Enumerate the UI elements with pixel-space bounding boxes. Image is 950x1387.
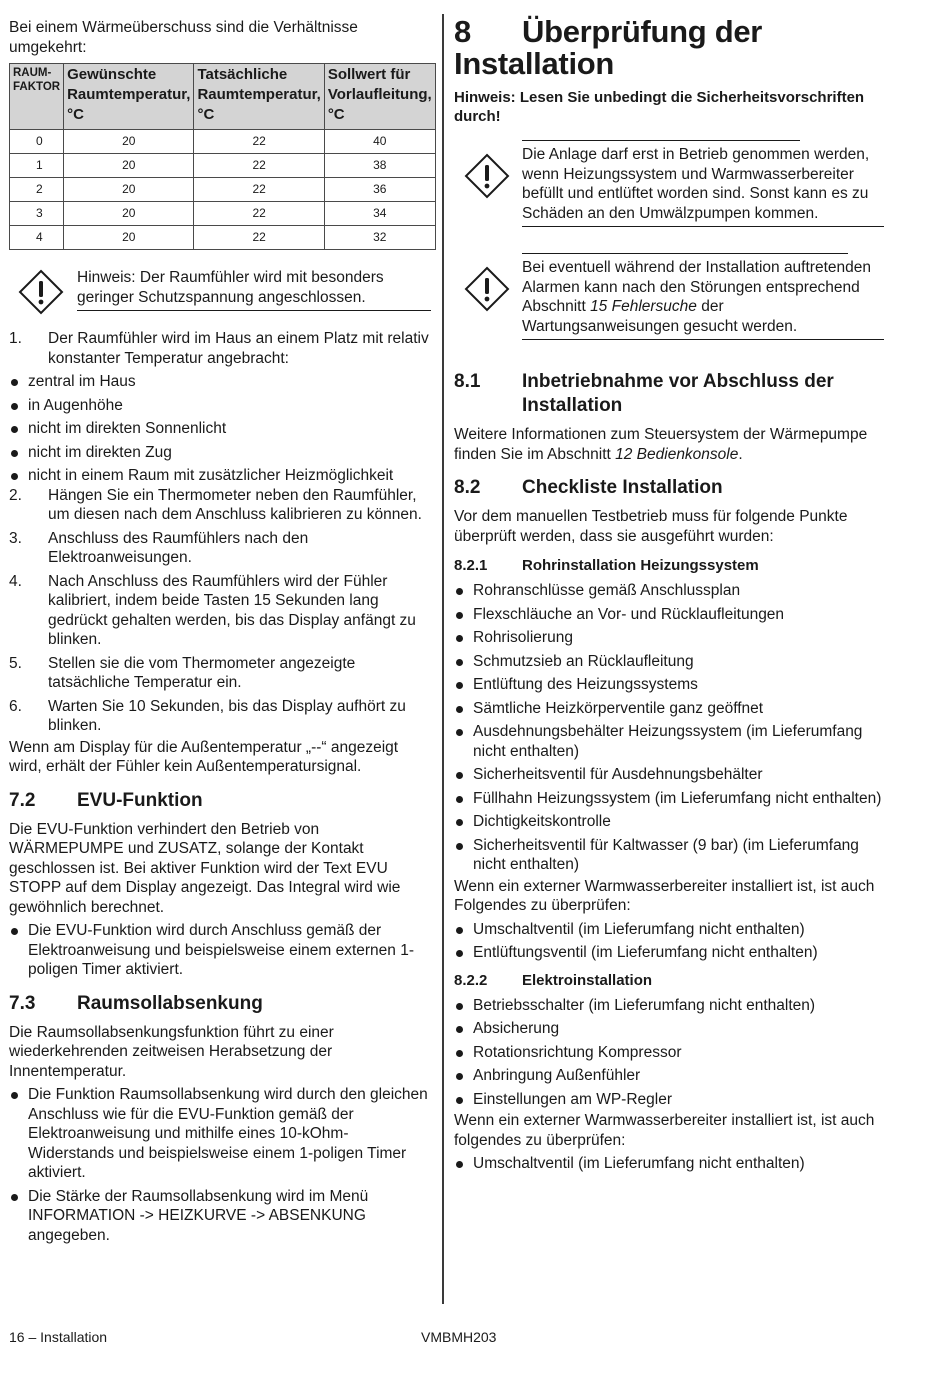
table-cell: 22 [194, 226, 324, 250]
step-text: Nach Anschluss des Raumfühlers wird der Fühler kalibriert, indem beide Tasten 15 Sekunden lang gedrückt gehalten werden, bis das Display anfängt zu blinken. [48, 572, 416, 648]
table-cell: 20 [64, 178, 194, 202]
note-rule [522, 253, 848, 254]
table-cell: 22 [194, 178, 324, 202]
paragraph: Die Raumsollabsenkungsfunktion führt zu einer wiederkehrenden zeitweisen Herabsetzung der Innentemperatur. [9, 1023, 334, 1080]
table-cell: 3 [10, 202, 64, 226]
section-number: 8.2 [454, 477, 481, 498]
list-item: Die Funktion Raumsollabsenkung wird durch den gleichen Anschluss wie für die EVU-Funktion gemäß der Elektroanweisung und mithilfe eines 10-kOhm-Widerstands und beispielsweise einem 1-poligen Timer aktiviert. [9, 1085, 431, 1183]
electrical-checklist [454, 996, 884, 1110]
table-cell: 20 [64, 226, 194, 250]
room-factor-table [9, 63, 436, 250]
section-number: 8.2.2 [454, 971, 488, 989]
step-item [9, 329, 431, 368]
list-item: Schmutzsieb an Rücklaufleitung [454, 652, 884, 672]
list-item: in Augenhöhe [9, 396, 431, 416]
note-text-part: Bei eventuell während der Installation auftretenden Alarmen kann nach den Störungen entsprechend Abschnitt [522, 259, 871, 315]
list-item: Umschaltventil (im Lieferumfang nicht enthalten) [454, 1154, 884, 1174]
paragraph [454, 425, 884, 464]
paragraph: Wenn am Display für die Außentemperatur „--“ angezeigt wird, erhält der Fühler kein Außentemperatursignal. [9, 738, 399, 775]
section-number: 7.3 [9, 992, 36, 1014]
note-text-part: der Wartungsanweisungen gesucht werden. [522, 298, 798, 335]
step-item [9, 572, 431, 650]
list-item: Umschaltventil (im Lieferumfang nicht enthalten) [454, 920, 884, 940]
table-row [10, 178, 436, 202]
table-cell: 20 [64, 202, 194, 226]
step-item [9, 654, 431, 693]
table-row [10, 154, 436, 178]
table-cell: 0 [10, 130, 64, 154]
placement-bullets [9, 372, 431, 486]
step-number: 4. [9, 572, 22, 590]
table-cell: 32 [324, 226, 435, 250]
list-item: Einstellungen am WP-Regler [454, 1090, 884, 1110]
paragraph: Wenn ein externer Warmwasserbereiter installiert ist, ist auch Folgendes zu überprüfen: [454, 877, 875, 914]
note-text: Hinweis: Der Raumfühler wird mit besonders geringer Schutzspannung angeschlossen. [77, 268, 431, 311]
section-heading-8-2-2 [454, 971, 884, 991]
step-text: Warten Sie 10 Sekunden, bis das Display aufhört zu blinken. [48, 697, 406, 734]
table-row [10, 226, 436, 250]
warning-icon [17, 268, 65, 316]
list-item: Entlüftungsventil (im Lieferumfang nicht enthalten) [454, 943, 884, 963]
step-item [9, 486, 431, 525]
commissioning-note [454, 140, 884, 227]
list-item: Die Stärke der Raumsollabsenkung wird im Menü INFORMATION -> HEIZKURVE -> ABSENKUNG angegeben. [9, 1187, 431, 1246]
paragraph: Die EVU-Funktion verhindert den Betrieb von WÄRMEPUMPE und ZUSATZ, solange der Kontakt geschlossen ist. Bei aktiver Funktion wird der Text EVU STOPP auf dem Display angezeigt. Das Integral wird wie gewöhnlich berechnet. [9, 820, 401, 916]
section-number: 8.1 [454, 371, 481, 392]
section-title: EVU-Funktion [77, 789, 203, 811]
list-item: zentral im Haus [9, 372, 431, 392]
list-item: Flexschläuche an Vor- und Rücklaufleitungen [454, 605, 884, 625]
right-column [454, 14, 884, 1178]
list-item: Sicherheitsventil für Kaltwasser (9 bar) (im Lieferumfang nicht enthalten) [454, 836, 884, 875]
table-cell: 22 [194, 154, 324, 178]
list-item: Ausdehnungsbehälter Heizungssystem (im Lieferumfang nicht enthalten) [454, 722, 884, 761]
chapter-title: Überprüfung der Installation [454, 14, 763, 81]
list-item: Dichtigkeitskontrolle [454, 812, 884, 832]
intro-text: Bei einem Wärmeüberschuss sind die Verhältnisse umgekehrt: [9, 19, 358, 56]
alarm-note [454, 253, 884, 340]
section-heading-8-1 [454, 370, 884, 418]
table-header: Gewünschte Raumtemperatur, °C [64, 64, 194, 130]
sensor-voltage-note [9, 268, 431, 311]
paragraph-part: Weitere Informationen zum Steuersystem der Wärmepumpe finden Sie im Abschnitt [454, 426, 868, 463]
paragraph: Wenn ein externer Warmwasserbereiter installiert ist, ist auch folgendes zu überprüfen: [454, 1112, 875, 1149]
footer-document-code: VMBMH203 [421, 1329, 497, 1345]
paragraph-part: . [738, 445, 743, 463]
safety-warning: Hinweis: Lesen Sie unbedingt die Sicherheitsvorschriften durch! [454, 89, 865, 125]
table-cell: 4 [10, 226, 64, 250]
list-item: Sämtliche Heizkörperventile ganz geöffnet [454, 699, 884, 719]
section-reference: 12 Bedienkonsole [615, 445, 739, 463]
section-title: Checkliste Installation [522, 477, 723, 498]
table-header: Tatsächliche Raumtemperatur, °C [194, 64, 324, 130]
section-reference: 15 Fehlersuche [590, 298, 697, 315]
step-item [9, 529, 431, 568]
chapter-number: 8 [454, 14, 471, 49]
step-text: Anschluss des Raumfühlers nach den Elektroanweisungen. [48, 529, 309, 566]
section-heading-7-3 [9, 992, 431, 1016]
table-header: RAUM-FAKTOR [10, 64, 64, 130]
list-item: Sicherheitsventil für Ausdehnungsbehälter [454, 765, 884, 785]
section-title: Rohrinstallation Heizungssystem [522, 557, 759, 574]
table-row [10, 130, 436, 154]
table-cell: 22 [194, 202, 324, 226]
section-number: 7.2 [9, 789, 36, 811]
section-title: Elektroinstallation [522, 971, 653, 989]
step-text: Hängen Sie ein Thermometer neben den Raumfühler, um diesen nach dem Anschluss kalibrieren zu können. [48, 486, 422, 523]
step-text: Stellen sie die vom Thermometer angezeigte tatsächliche Temperatur ein. [48, 654, 356, 691]
list-item: Entlüftung des Heizungssystems [454, 675, 884, 695]
section-number: 8.2.1 [454, 557, 488, 574]
list-item: nicht in einem Raum mit zusätzlicher Heizmöglichkeit [9, 466, 431, 486]
table-cell: 20 [64, 130, 194, 154]
list-item: Rohrisolierung [454, 628, 884, 648]
note-text: Die Anlage darf erst in Betrieb genommen werden, wenn Heizungssystem und Warmwasserbereiter befüllt und entlüftet worden sind. Sonst kann es zu Schäden an den Umwälzpumpen kommen. [522, 145, 884, 227]
step-number: 2. [9, 486, 22, 504]
section-heading-8-2-1 [454, 556, 884, 576]
list-item: Betriebsschalter (im Lieferumfang nicht enthalten) [454, 996, 884, 1016]
paragraph: Vor dem manuellen Testbetrieb muss für folgende Punkte überprüft werden, dass sie ausgeführt wurden: [454, 508, 848, 545]
footer-page-label: 16 – Installation [9, 1329, 108, 1345]
list-item: Rohranschlüsse gemäß Anschlussplan [454, 581, 884, 601]
section-heading-8-2 [454, 476, 884, 500]
step-number: 5. [9, 654, 22, 672]
list-item: Anbringung Außenfühler [454, 1066, 884, 1086]
table-cell: 2 [10, 178, 64, 202]
step-text: Der Raumfühler wird im Haus an einem Platz mit relativ konstanter Temperatur angebracht: [48, 330, 429, 367]
warning-icon [463, 152, 511, 200]
note-rule [522, 140, 800, 141]
pipework-checklist [454, 581, 884, 875]
step-number: 1. [9, 330, 22, 347]
section-title: Raumsollabsenkung [77, 992, 263, 1014]
table-cell: 1 [10, 154, 64, 178]
dhw-electrical-checklist [454, 1154, 884, 1174]
list-item: Füllhahn Heizungssystem (im Lieferumfang nicht enthalten) [454, 789, 884, 809]
warning-icon [463, 265, 511, 313]
list-item: Die EVU-Funktion wird durch Anschluss gemäß der Elektroanweisung und beispielsweise einem externen 1-poligen Timer aktiviert. [9, 921, 431, 980]
table-row [10, 202, 436, 226]
table-cell: 40 [324, 130, 435, 154]
list-item: Absicherung [454, 1019, 884, 1039]
column-divider [442, 14, 444, 1304]
table-cell: 38 [324, 154, 435, 178]
list-item: nicht im direkten Sonnenlicht [9, 419, 431, 439]
left-column [9, 18, 431, 1249]
table-cell: 36 [324, 178, 435, 202]
table-cell: 34 [324, 202, 435, 226]
section-heading-7-2 [9, 789, 431, 813]
table-header-row [10, 64, 436, 130]
list-item: nicht im direkten Zug [9, 443, 431, 463]
setback-bullets [9, 1085, 431, 1245]
step-item [9, 697, 431, 736]
chapter-heading [454, 16, 884, 80]
table-cell: 22 [194, 130, 324, 154]
dhw-pipe-checklist [454, 920, 884, 963]
step-number: 6. [9, 697, 22, 715]
evu-bullets [9, 921, 431, 980]
note-text [522, 258, 884, 340]
list-item: Rotationsrichtung Kompressor [454, 1043, 884, 1063]
section-title: Inbetriebnahme vor Abschluss der Installation [522, 371, 834, 416]
step-number: 3. [9, 529, 22, 547]
mounting-steps [9, 329, 431, 736]
table-header: Sollwert für Vorlaufleitung, °C [324, 64, 435, 130]
table-cell: 20 [64, 154, 194, 178]
